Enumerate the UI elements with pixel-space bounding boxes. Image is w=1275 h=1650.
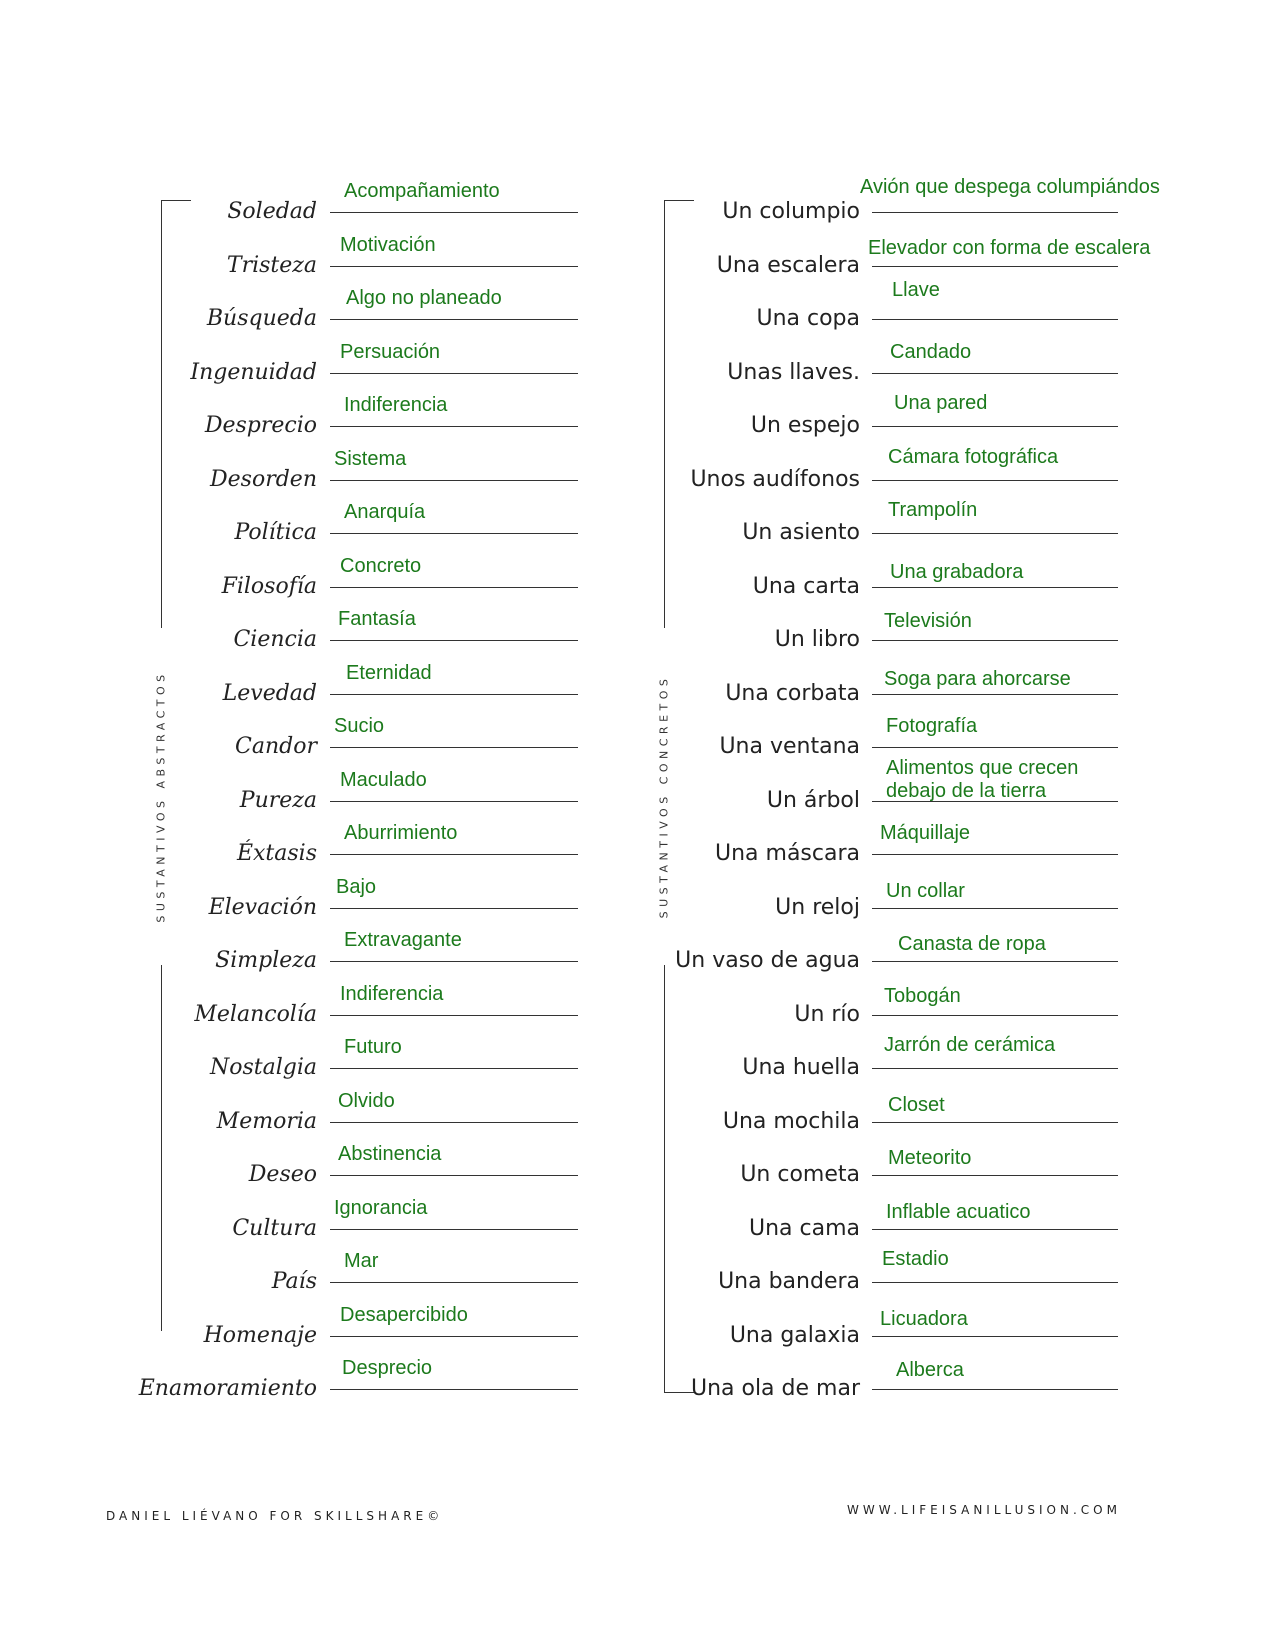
concrete-row: [640, 600, 860, 654]
abstract-answer[interactable]: Algo no planeado: [346, 287, 502, 309]
abstract-row: [100, 1028, 317, 1082]
answer-line: [872, 854, 1118, 855]
abstract-row: [100, 440, 317, 494]
abstract-term: Enamoramiento: [138, 1376, 317, 1401]
concrete-answer[interactable]: Jarrón de cerámica: [884, 1034, 1056, 1056]
concrete-term: Un reloj: [775, 894, 860, 920]
concrete-answer[interactable]: Alimentos que crecen: [886, 756, 1079, 779]
abstract-answer[interactable]: Mar: [344, 1250, 379, 1272]
answer-line: [330, 426, 578, 427]
concrete-term: Una cama: [748, 1215, 860, 1241]
answer-line: [330, 533, 578, 534]
answer-line: [330, 1389, 578, 1390]
concrete-answer[interactable]: Tobogán: [884, 984, 961, 1007]
concrete-term: Una bandera: [718, 1269, 860, 1294]
concrete-term: Un espejo: [750, 413, 860, 438]
concrete-answer[interactable]: Televisión: [884, 610, 972, 632]
abstract-answer[interactable]: Indiferencia: [340, 982, 444, 1005]
concrete-term: Una mochila: [722, 1108, 860, 1134]
answer-line: [872, 212, 1118, 213]
concrete-answer[interactable]: Una grabadora: [890, 560, 1024, 583]
abstract-row: [100, 814, 317, 868]
concrete-row: [640, 172, 860, 226]
abstract-answer[interactable]: Sistema: [334, 447, 407, 470]
footer-credit: DANIEL LIÉVANO FOR SKILLSHARE©: [106, 1509, 444, 1523]
concrete-row: [640, 440, 860, 494]
answer-line: [872, 640, 1118, 641]
concrete-term: Una carta: [752, 573, 860, 599]
concrete-term: Un columpio: [722, 199, 860, 224]
concrete-row: [640, 493, 860, 547]
answer-line: [872, 1068, 1118, 1069]
answer-line: [330, 1336, 578, 1337]
answer-line: [330, 266, 578, 267]
abstract-term: Homenaje: [203, 1322, 317, 1348]
abstract-nouns-label: SUSTANTIVOS ABSTRACTOS: [154, 670, 168, 923]
answer-line: [330, 373, 578, 374]
answer-line: [330, 694, 578, 695]
abstract-row: [100, 1135, 317, 1189]
concrete-row: [640, 226, 860, 280]
answer-line: [872, 1229, 1118, 1230]
abstract-row: [100, 761, 317, 815]
answer-line: [330, 747, 578, 748]
concrete-row: [640, 868, 860, 922]
answer-line: [872, 266, 1118, 267]
abstract-term: Desorden: [210, 466, 317, 492]
concrete-row: [640, 1082, 860, 1136]
abstract-answer[interactable]: Concreto: [340, 554, 422, 577]
abstract-term: Ingenuidad: [190, 359, 317, 385]
answer-line: [872, 319, 1118, 320]
concrete-term: Un río: [794, 1001, 860, 1027]
concrete-term: Unos audífonos: [690, 466, 860, 492]
abstract-term: Búsqueda: [206, 306, 317, 331]
abstract-term: Cultura: [232, 1215, 317, 1241]
abstract-row: [100, 1296, 317, 1350]
abstract-row: [100, 707, 317, 761]
abstract-term: Candor: [235, 734, 317, 759]
concrete-row: [640, 279, 860, 333]
answer-line: [330, 1015, 578, 1016]
concrete-row: [640, 1242, 860, 1296]
abstract-answer[interactable]: Abstinencia: [338, 1143, 442, 1165]
abstract-term: Levedad: [222, 680, 317, 706]
answer-line: [330, 1122, 578, 1123]
answer-line: [330, 1282, 578, 1283]
abstract-answer[interactable]: Eternidad: [346, 661, 432, 684]
concrete-term: Una escalera: [716, 252, 860, 278]
answer-line: [872, 1282, 1118, 1283]
abstract-term: Elevación: [208, 894, 317, 920]
abstract-term: Soledad: [227, 199, 317, 224]
concrete-answer[interactable]: Alberca: [896, 1359, 964, 1381]
concrete-row: [640, 761, 860, 815]
abstract-row: [100, 333, 317, 387]
abstract-row: [100, 654, 317, 708]
abstract-row: [100, 1082, 317, 1136]
answer-line: [872, 1336, 1118, 1337]
abstract-row: [100, 226, 317, 280]
answer-line: [872, 1389, 1118, 1390]
concrete-term: Un asiento: [742, 520, 860, 545]
answer-line: [330, 319, 578, 320]
abstract-term: Melancolía: [194, 1001, 317, 1027]
answer-line: [330, 212, 578, 213]
answer-line: [330, 480, 578, 481]
concrete-answer[interactable]: Un collar: [886, 879, 965, 902]
answer-line: [330, 961, 578, 962]
abstract-term: Desprecio: [204, 413, 317, 438]
abstract-answer[interactable]: Fantasía: [338, 608, 416, 630]
concrete-row: [640, 975, 860, 1029]
concrete-term: Una galaxia: [729, 1322, 860, 1348]
concrete-term: Una corbata: [725, 680, 860, 706]
answer-line: [872, 1015, 1118, 1016]
answer-line: [872, 1175, 1118, 1176]
concrete-answer[interactable]: Estadio: [882, 1248, 949, 1270]
concrete-term: Una copa: [756, 306, 860, 331]
answer-line: [330, 1229, 578, 1230]
concrete-row: [640, 814, 860, 868]
concrete-term: Un libro: [774, 627, 860, 652]
abstract-answer[interactable]: Desprecio: [342, 1357, 433, 1379]
concrete-term: Un árbol: [766, 787, 860, 813]
abstract-term: Tristeza: [226, 252, 317, 278]
abstract-row: [100, 493, 317, 547]
concrete-answer[interactable]: Llave: [892, 279, 940, 301]
concrete-answer[interactable]: Canasta de ropa: [898, 933, 1046, 955]
concrete-answer[interactable]: Licuadora: [880, 1307, 968, 1330]
answer-line: [330, 1175, 578, 1176]
concrete-answer[interactable]: Elevador con forma de escalera: [868, 236, 1151, 259]
abstract-term: Memoria: [216, 1108, 317, 1134]
footer-website: WWW.LIFEISANILLUSION.COM: [847, 1503, 1121, 1517]
abstract-term: País: [271, 1269, 317, 1294]
answer-line: [872, 480, 1118, 481]
abstract-row: [100, 279, 317, 333]
abstract-row: [100, 1189, 317, 1243]
answer-line: [872, 373, 1118, 374]
answer-line: [872, 747, 1118, 748]
abstract-row: [100, 600, 317, 654]
concrete-term: Un vaso de agua: [675, 948, 860, 973]
abstract-term: Nostalgia: [209, 1055, 317, 1080]
abstract-answer[interactable]: Persuación: [340, 340, 441, 363]
concrete-row: [640, 1135, 860, 1189]
abstract-row: [100, 1349, 317, 1403]
abstract-answer[interactable]: Acompañamiento: [344, 180, 500, 202]
answer-line: [330, 640, 578, 641]
answer-line: [330, 587, 578, 588]
answer-line: [872, 694, 1118, 695]
abstract-row: [100, 547, 317, 601]
concrete-answer-line2[interactable]: debajo de la tierra: [886, 779, 1047, 802]
concrete-answer[interactable]: Candado: [890, 340, 972, 363]
concrete-term: Una ola de mar: [690, 1376, 860, 1401]
concrete-row: [640, 333, 860, 387]
answer-line: [872, 533, 1118, 534]
abstract-answer[interactable]: Desapercibido: [340, 1303, 468, 1326]
concrete-answer[interactable]: Soga para ahorcarse: [884, 667, 1071, 690]
abstract-row: [100, 172, 317, 226]
abstract-term: Filosofía: [221, 573, 317, 599]
concrete-answer[interactable]: Avión que despega columpiándos: [860, 176, 1160, 198]
answer-line: [872, 587, 1118, 588]
abstract-term: Deseo: [248, 1162, 317, 1187]
concrete-nouns-label: SUSTANTIVOS CONCRETOS: [657, 674, 671, 919]
concrete-row: [640, 386, 860, 440]
answer-line: [330, 908, 578, 909]
abstract-answer[interactable]: Anarquía: [344, 501, 426, 523]
abstract-answer[interactable]: Motivación: [340, 233, 436, 256]
concrete-row: [640, 547, 860, 601]
abstract-answer[interactable]: Olvido: [338, 1089, 395, 1112]
concrete-answer[interactable]: Cámara fotográfica: [888, 445, 1059, 468]
answer-line: [872, 426, 1118, 427]
concrete-term: Una máscara: [715, 841, 860, 866]
abstract-row: [100, 1242, 317, 1296]
abstract-answer[interactable]: Indiferencia: [344, 394, 448, 416]
answer-line: [330, 854, 578, 855]
concrete-answer[interactable]: Trampolín: [888, 499, 978, 521]
abstract-answer[interactable]: Futuro: [344, 1036, 402, 1058]
concrete-row: [640, 1349, 860, 1403]
abstract-answer[interactable]: Extravagante: [344, 929, 462, 951]
concrete-term: Unas llaves.: [727, 359, 860, 385]
concrete-answer[interactable]: Una pared: [894, 392, 988, 414]
abstract-answer[interactable]: Aburrimiento: [344, 822, 458, 844]
abstract-answer[interactable]: Sucio: [334, 715, 385, 737]
answer-line: [872, 961, 1118, 962]
abstract-row: [100, 921, 317, 975]
abstract-row: [100, 975, 317, 1029]
concrete-row: [640, 1189, 860, 1243]
concrete-term: Una ventana: [719, 734, 860, 759]
answer-line: [330, 801, 578, 802]
abstract-term: Éxtasis: [236, 841, 317, 866]
concrete-term: Un cometa: [740, 1162, 860, 1187]
concrete-row: [640, 1028, 860, 1082]
concrete-row: [640, 1296, 860, 1350]
abstract-row: [100, 386, 317, 440]
concrete-answer[interactable]: Closet: [888, 1093, 945, 1116]
abstract-term: Pureza: [239, 787, 317, 813]
concrete-answer[interactable]: Máquillaje: [880, 822, 971, 844]
abstract-answer[interactable]: Maculado: [340, 768, 427, 791]
concrete-term: Una huella: [742, 1055, 860, 1080]
answer-line: [872, 1122, 1118, 1123]
abstract-term: Simpleza: [215, 948, 317, 973]
concrete-row: [640, 921, 860, 975]
answer-line: [330, 1068, 578, 1069]
abstract-row: [100, 868, 317, 922]
concrete-row: [640, 654, 860, 708]
concrete-answer[interactable]: Fotografía: [886, 715, 978, 737]
abstract-term: Política: [234, 520, 317, 545]
concrete-row: [640, 707, 860, 761]
concrete-answer[interactable]: Inflable acuatico: [886, 1200, 1031, 1223]
concrete-answer[interactable]: Meteorito: [888, 1147, 972, 1169]
answer-line: [872, 908, 1118, 909]
abstract-answer[interactable]: Bajo: [336, 875, 377, 898]
abstract-answer[interactable]: Ignorancia: [334, 1196, 428, 1219]
abstract-term: Ciencia: [233, 627, 317, 652]
